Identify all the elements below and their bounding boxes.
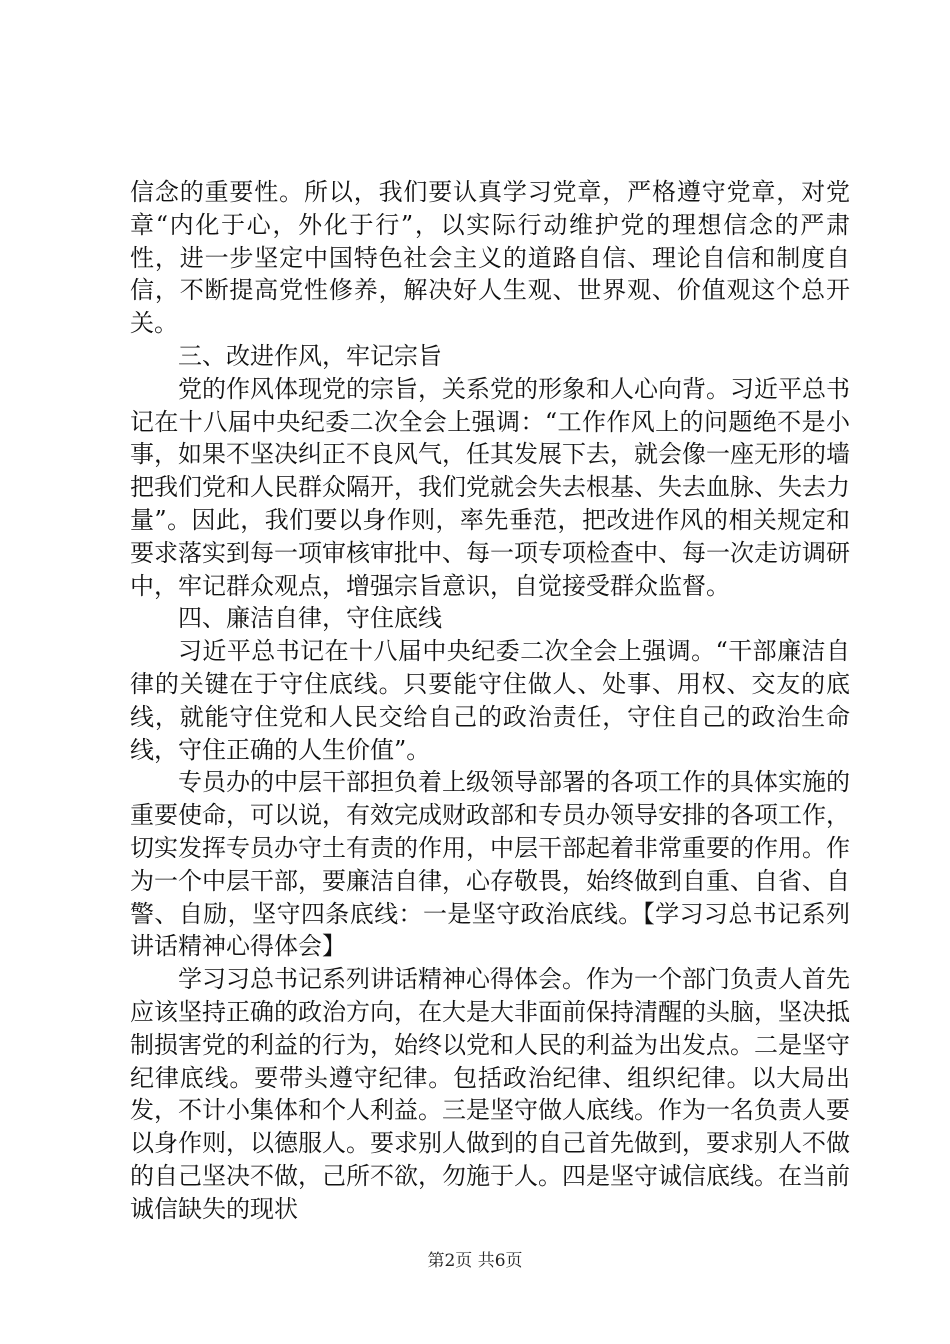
document-body (130, 176, 850, 1226)
section-heading-4: 四、廉洁自律，守住底线 (178, 604, 442, 633)
paragraph: 学习习总书记系列讲话精神心得体会。作为一个部门负责人首先应该坚持正确的政治方向，在大是大非面前保持清醒的头脑，坚决抵制损害党的利益的行为，始终以党和人民的利益为出发点。二是坚守纪律底线。要带头遵守纪律。包括政治纪律、组织纪律。以大局出发，不计小集体和个人利益。三是坚守做人底线。作为一名负责人要以身作则，以德服人。要求别人做到的自己首先做到，要求别人不做的自己坚决不做，己所不欲，勿施于人。四是坚守诚信底线。在当前诚信缺失的现状 (130, 965, 850, 1223)
paragraph: 习近平总书记在十八届中央纪委二次全会上强调。“干部廉洁自律的关键在于守住底线。只要能守住做人、处事、用权、交友的底线，就能守住党和人民交给自己的政治责任，守住自己的政治生命线，守住正确的人生价值”。 (130, 637, 850, 764)
paragraph: 专员办的中层干部担负着上级领导部署的各项工作的具体实施的重要使命，可以说，有效完成财政部和专员办领导安排的各项工作，切实发挥专员办守土有责的作用，中层干部起着非常重要的作用。作为一个中层干部，要廉洁自律，心存敬畏，始终做到自重、自省、自警、自励，坚守四条底线：一是坚守政治底线。【学习习总书记系列讲话精神心得体会】 (130, 768, 850, 961)
paragraph: 信念的重要性。所以，我们要认真学习党章，严格遵守党章，对党章“内化于心，外化于行”，以实际行动维护党的理想信念的严肃性，进一步坚定中国特色社会主义的道路自信、理论自信和制度自信，不断提高党性修养，解决好人生观、世界观、价值观这个总开关。 (130, 178, 850, 338)
page-number: 第2页 共6页 (427, 1251, 523, 1271)
paragraph: 党的作风体现党的宗旨，关系党的形象和人心向背。习近平总书记在十八届中央纪委二次全会上强调：“工作作风上的问题绝不是小事，如果不坚决纠正不良风气，任其发展下去，就会像一座无形的墙把我们党和人民群众隔开，我们党就会失去根基、失去血脉、失去力量”。因此，我们要以身作则，率先垂范，把改进作风的相关规定和要求落实到每一项审核审批中、每一项专项检查中、每一次走访调研中，牢记群众观点，增强宗旨意识，自觉接受群众监督。 (130, 374, 850, 600)
section-heading-3: 三、改进作风，牢记宗旨 (178, 341, 442, 370)
